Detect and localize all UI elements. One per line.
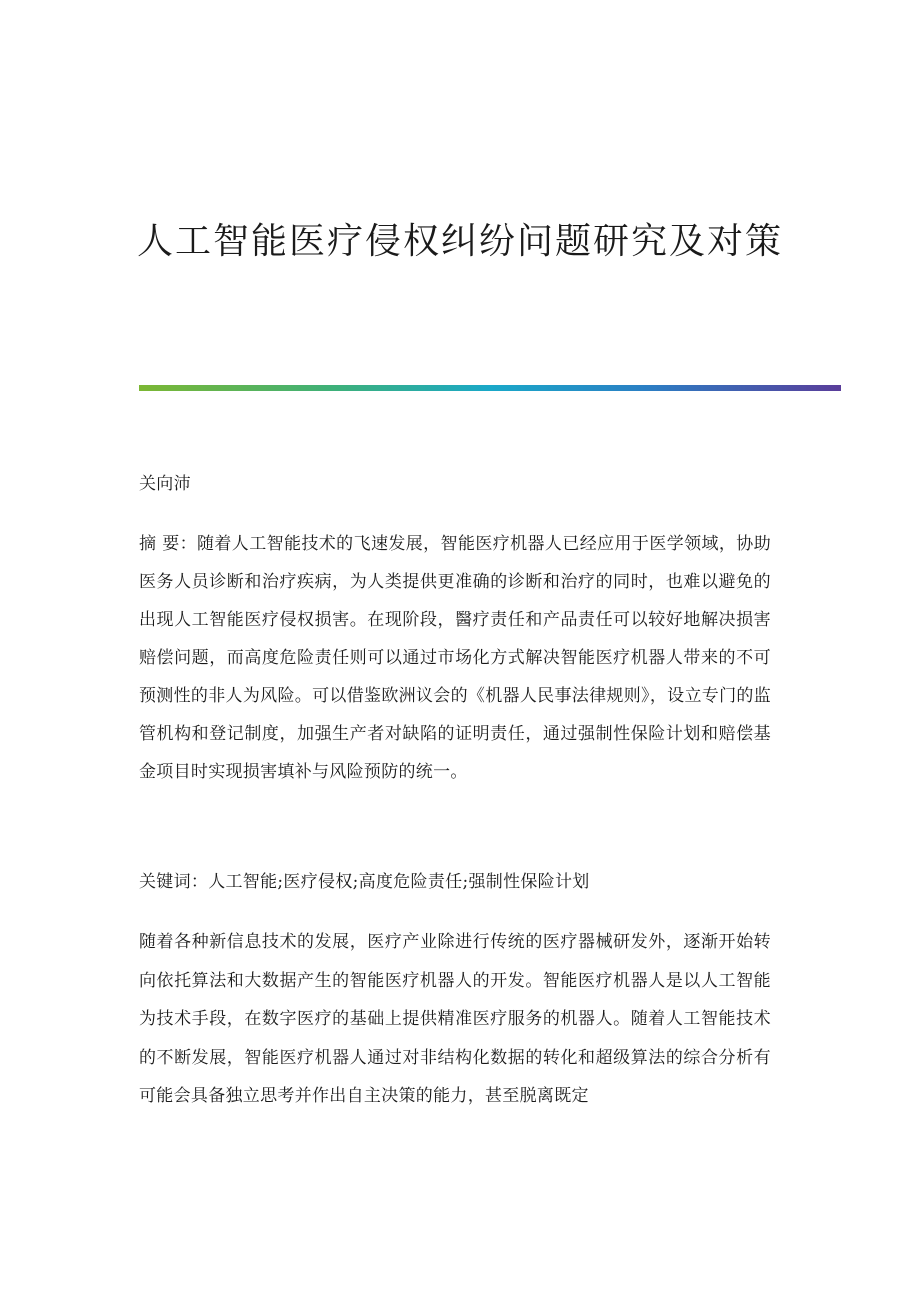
title-divider [139,385,841,391]
keywords-label: 关键词： [139,872,209,892]
document-title: 人工智能医疗侵权纠纷问题研究及对策 [136,221,783,262]
abstract-label: 摘 要： [139,534,197,554]
keywords-line [139,870,771,894]
keywords-text: 人工智能;医疗侵权;高度危险责任;强制性保险计划 [208,872,590,892]
abstract-paragraph [139,525,771,791]
abstract-text: 随着人工智能技术的飞速发展，智能医疗机器人已经应用于医学领域，协助医务人员诊断和治疗疾病，为人类提供更准确的诊断和治疗的同时，也难以避免的出现人工智能医疗侵权损害。在现阶段，醫疗责任和产品责任可以较好地解决损害赔偿问题，而高度危险责任则可以通过市场化方式解决智能医疗机器人带来的不可预测性的非人为风险。可以借鉴欧洲议会的《机器人民事法律规则》，设立专门的监管机构和登记制度，加强生产者对缺陷的证明责任，通过强制性保险计划和赔偿基金项目时实现损害填补与风险预防的统一。 [139,534,771,782]
intro-paragraph: 随着各种新信息技术的发展，医疗产业除进行传统的医疗器械研发外，逐渐开始转向依托算法和大数据产生的智能医疗机器人的开发。智能医疗机器人是以人工智能为技术手段，在数字医疗的基础上提供精准医疗服务的机器人。随着人工智能技术的不断发展，智能医疗机器人通过对非结构化数据的转化和超级算法的综合分析有可能会具备独立思考并作出自主决策的能力，甚至脱离既定 [139,932,771,1106]
author-name: 关向沛 [139,474,191,494]
